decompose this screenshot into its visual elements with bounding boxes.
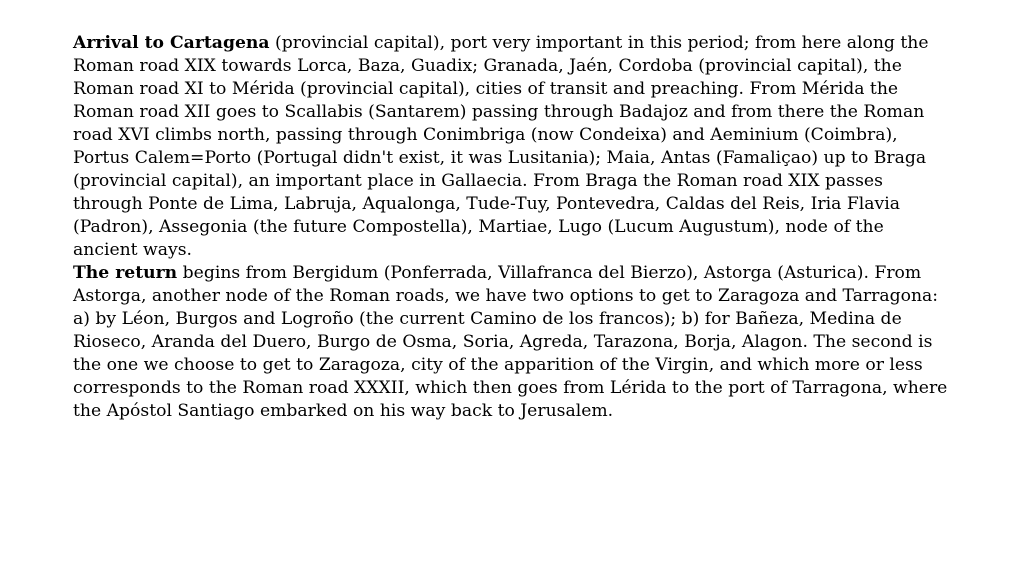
paragraph-lead: The return — [73, 263, 178, 283]
text-body — [73, 32, 953, 423]
paragraph-arrival — [73, 32, 953, 262]
paragraph-lead: Arrival to Cartagena — [73, 33, 270, 53]
paragraph-return — [73, 262, 953, 423]
paragraph-text: (provincial capital), port very important in this period; from here along the Roman road XIX towards Lorca, Baza, Guadix; Granada, Jaén, Cordoba (provincial capital), the Roman road XI to Mérida (provincial capital), cities of transit and preaching. From Mérida the Roman road XII goes to Scallabis (Santarem) passing through Badajoz and from there the Roman road XVI climbs north, passing through Conimbriga (now Condeixa) and Aeminium (Coimbra), Portus Calem=Porto (Portugal didn't exist, it was Lusitania); Maia, Antas (Famaliçao) up to Braga (provincial capital), an important place in Gallaecia. From Braga the Roman road XIX passes through Ponte de Lima, Labruja, Aqualonga, Tude-Tuy, Pontevedra, Caldas del Reis, Iria Flavia (Padron), Assegonia (the future Compostella), Martiae, Lugo (Lucum Augustum), node of the ancient ways. — [73, 33, 929, 260]
paragraph-text: begins from Bergidum (Ponferrada, Villafranca del Bierzo), Astorga (Asturica). From Astorga, another node of the Roman roads, we have two options to get to Zaragoza and Tarragona: a) by Léon, Burgos and Logroño (the current Camino de los francos); b) for Bañeza, Medina de Rioseco, Aranda del Duero, Burgo de Osma, Soria, Agreda, Tarazona, Borja, Alagon. The second is the one we choose to get to Zaragoza, city of the apparition of the Virgin, and which more or less corresponds to the Roman road XXXII, which then goes from Lérida to the port of Tarragona, where the Apóstol Santiago embarked on his way back to Jerusalem. — [73, 263, 948, 421]
